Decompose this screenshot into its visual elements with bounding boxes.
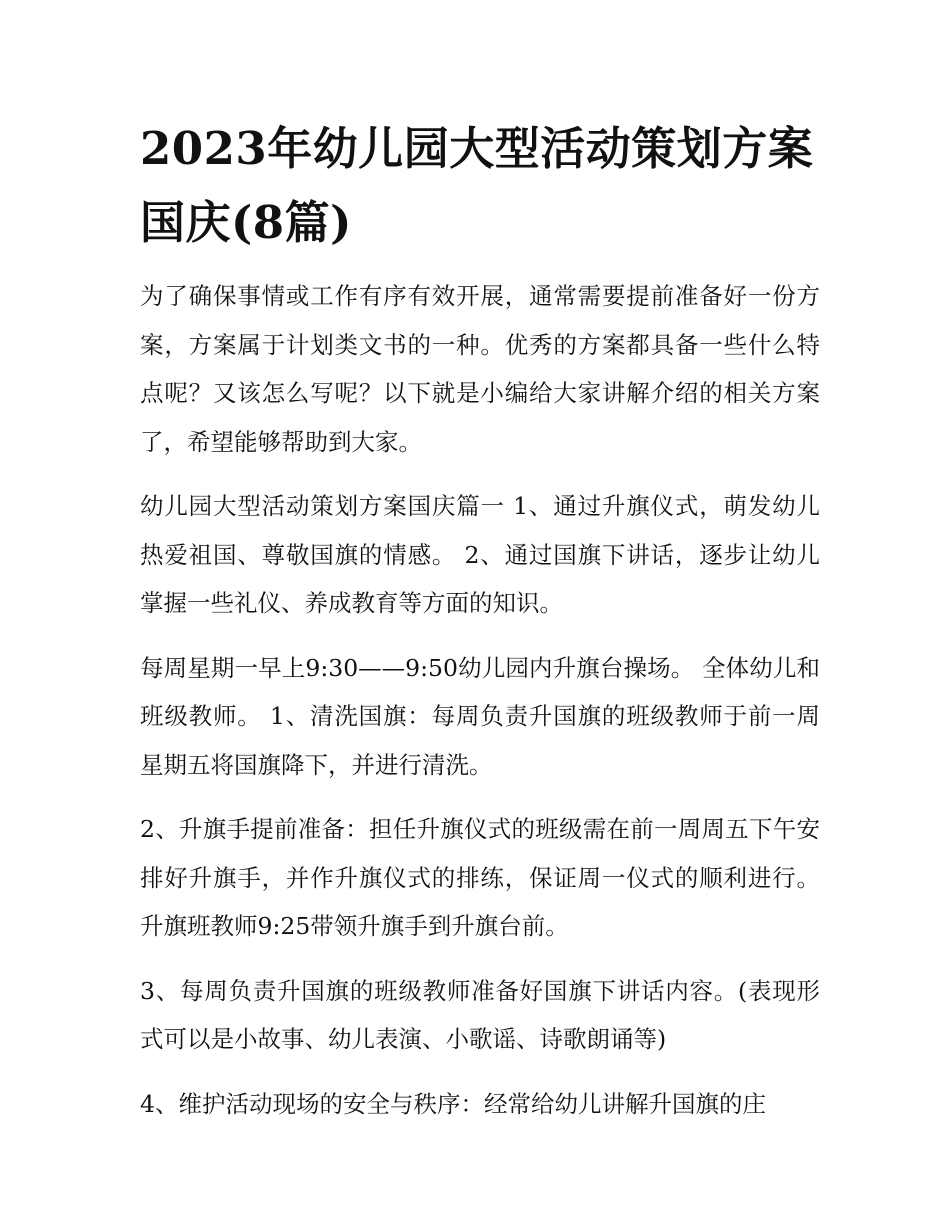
paragraph-goals: 幼儿园大型活动策划方案国庆篇一 1、通过升旗仪式，萌发幼儿热爱祖国、尊敬国旗的情感。 2、通过国旗下讲话，逐步让幼儿掌握一些礼仪、养成教育等方面的知识。 (140, 492, 820, 617)
paragraph-speech-prep: 3、每周负责升国旗的班级教师准备好国旗下讲话内容。(表现形式可以是小故事、幼儿表演、小歌谣、诗歌朗诵等) (140, 976, 820, 1053)
paragraph-intro: 为了确保事情或工作有序有效开展，通常需要提前准备好一份方案，方案属于计划类文书的一种。优秀的方案都具备一些什么特点呢？又该怎么写呢？以下就是小编给大家讲解介绍的相关方案了，希望能够帮助到大家。 (140, 282, 820, 456)
paragraph-safety-order: 4、维护活动现场的安全与秩序：经常给幼儿讲解升国旗的庄 (140, 1089, 766, 1118)
paragraph-flag-raiser-prep: 2、升旗手提前准备：担任升旗仪式的班级需在前一周周五下午安排好升旗手，并作升旗仪式的排练，保证周一仪式的顺利进行。升旗班教师9:25带领升旗手到升旗台前。 (140, 815, 820, 940)
document-title: 2023年幼儿园大型活动策划方案国庆(8篇) (140, 122, 814, 249)
document-page (140, 112, 820, 1128)
paragraph-time-participants: 每周星期一早上9:30——9:50幼儿园内升旗台操场。 全体幼儿和班级教师。 1、清洗国旗：每周负责升国旗的班级教师于前一周星期五将国旗降下，并进行清洗。 (140, 653, 820, 779)
